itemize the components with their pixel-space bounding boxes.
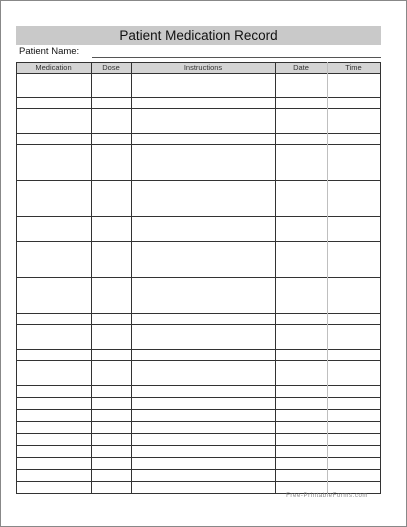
column-divider xyxy=(131,62,132,494)
table-row-line xyxy=(16,133,380,134)
table-row-line xyxy=(16,360,380,361)
header-dose: Dose xyxy=(102,63,120,72)
table-row-line xyxy=(16,277,380,278)
footer-credit: Free-PrintableForms.com xyxy=(286,493,368,499)
table-row-line xyxy=(16,73,380,74)
table-row-line xyxy=(16,445,380,446)
header-medication: Medication xyxy=(35,63,72,72)
table-row-line xyxy=(16,108,380,109)
patient-name-field[interactable] xyxy=(92,57,381,58)
patient-name-row xyxy=(19,45,381,59)
column-divider xyxy=(91,62,92,494)
column-divider xyxy=(275,62,276,494)
table-border-right xyxy=(380,62,381,494)
table-row-line xyxy=(16,457,380,458)
table-row-line xyxy=(16,469,380,470)
table-row-line xyxy=(16,409,380,410)
table-row-line xyxy=(16,241,380,242)
medication-table xyxy=(16,62,380,494)
table-row-line xyxy=(16,481,380,482)
column-divider xyxy=(327,62,328,494)
table-row-line xyxy=(16,433,380,434)
table-row-line xyxy=(16,421,380,422)
table-row-line xyxy=(16,313,380,314)
patient-name-label: Patient Name: xyxy=(19,46,80,57)
table-row-line xyxy=(16,216,380,217)
table-row-line xyxy=(16,397,380,398)
table-row-line xyxy=(16,324,380,325)
table-border-left xyxy=(16,62,17,494)
table-row-line xyxy=(16,349,380,350)
table-row-line xyxy=(16,385,380,386)
page-title: Patient Medication Record xyxy=(16,26,381,45)
table-row-line xyxy=(16,97,380,98)
header-time: Time xyxy=(345,63,362,72)
header-instructions: Instructions xyxy=(183,63,223,72)
header-date: Date xyxy=(293,63,309,72)
table-row-line xyxy=(16,180,380,181)
table-row-line xyxy=(16,144,380,145)
